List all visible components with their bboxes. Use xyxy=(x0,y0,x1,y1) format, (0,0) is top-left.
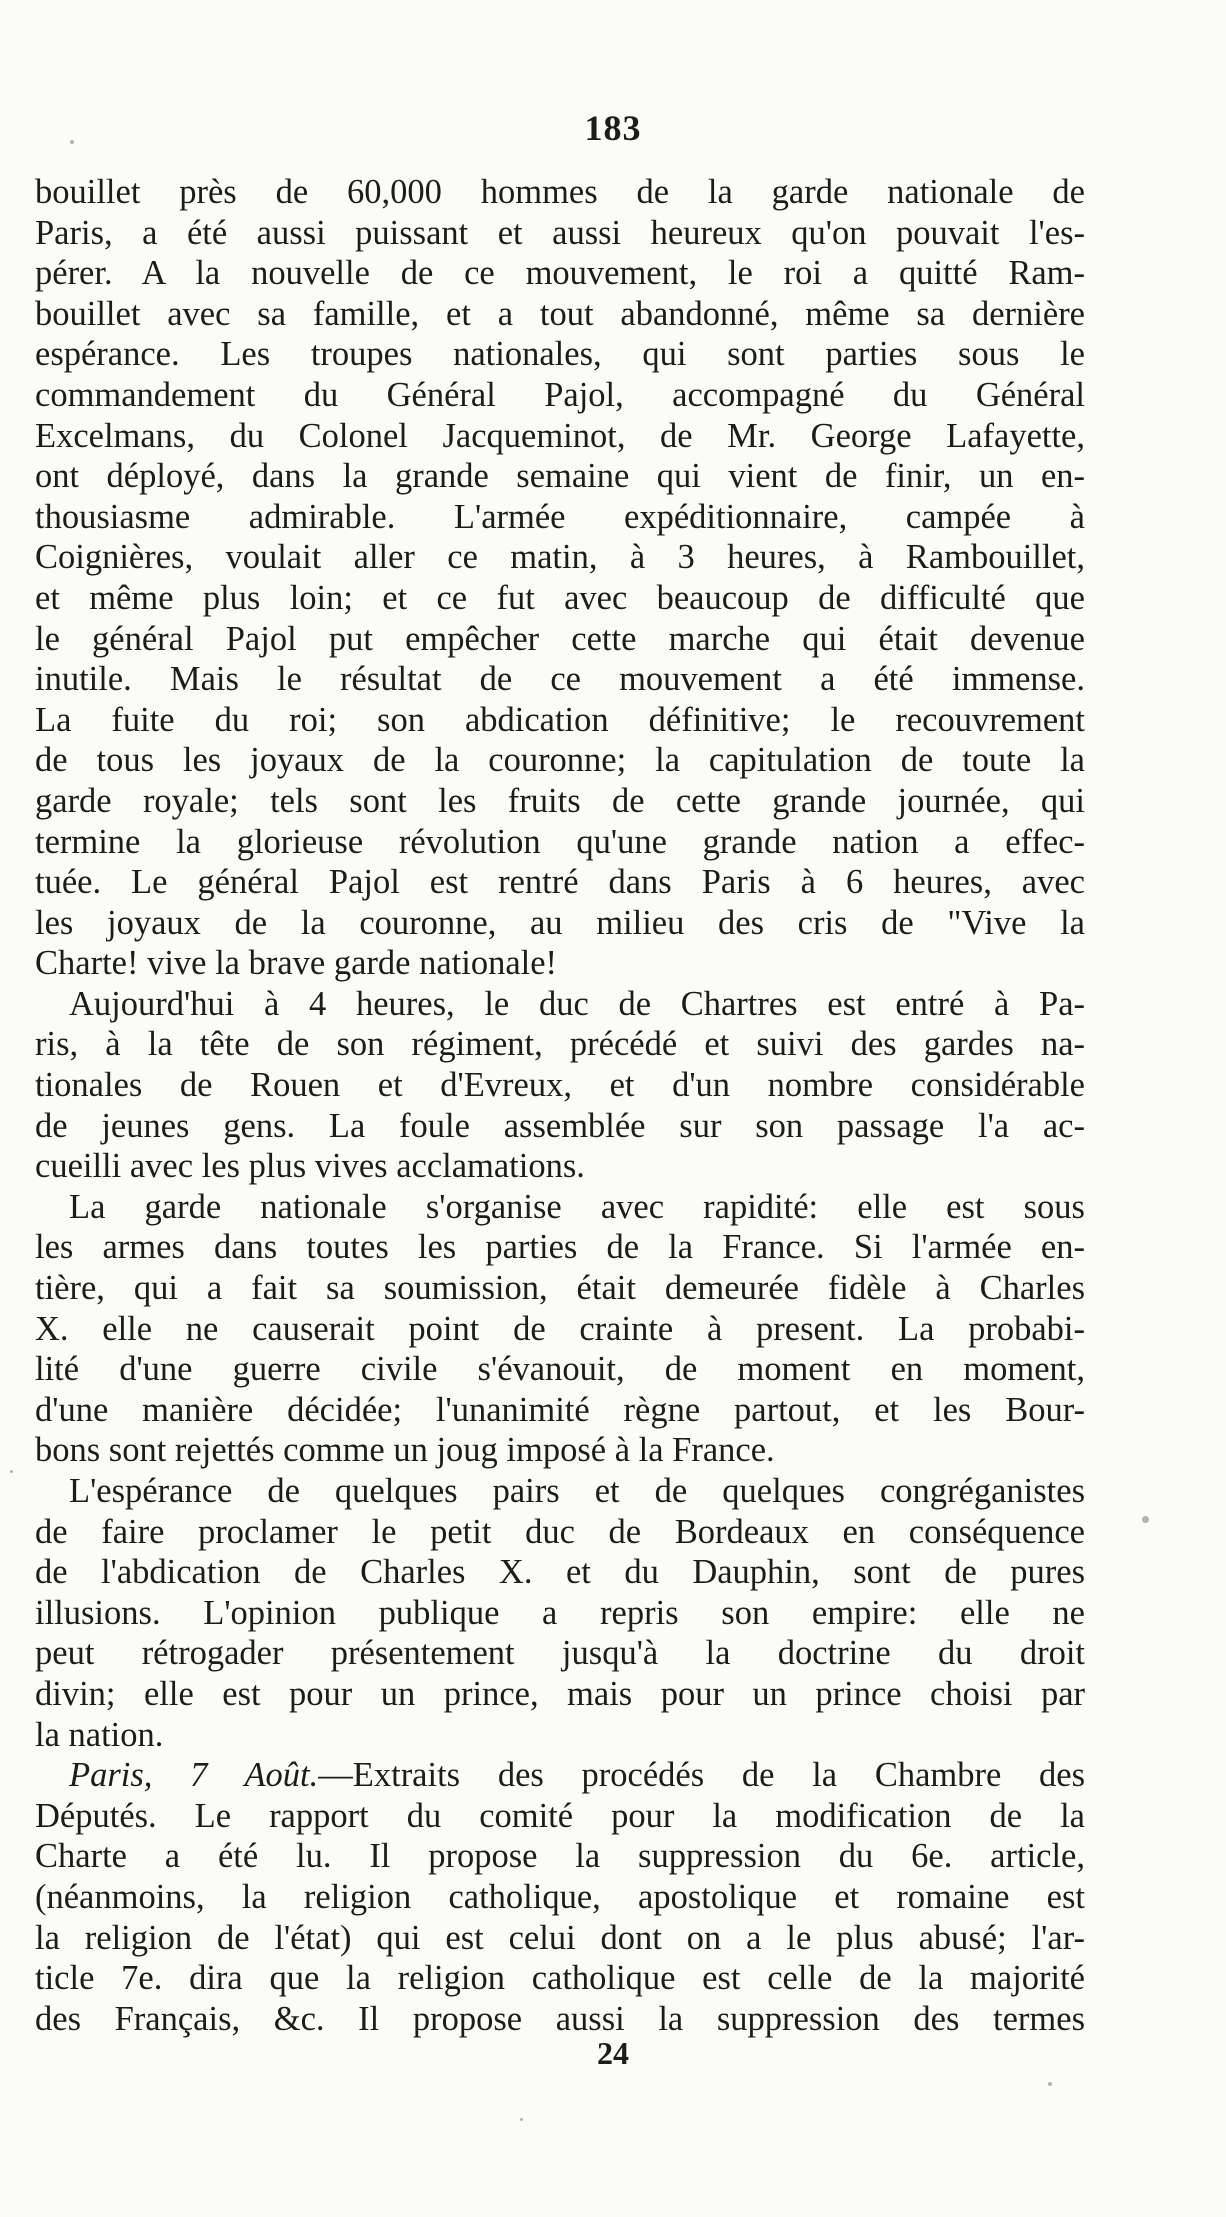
text-line: bouillet près de 60,000 hommes de la garde nationale de xyxy=(35,173,1085,211)
text-line: commandement du Général Pajol, accompagné du Général xyxy=(35,375,1085,414)
text-line: la religion de l'état) qui est celui dont on a le plus abusé; l'ar- xyxy=(35,1918,1085,1957)
text-line: garde royale; tels sont les fruits de cette grande journée, qui xyxy=(35,781,1085,820)
page-number: 183 xyxy=(584,108,642,148)
paper-speck xyxy=(1048,2082,1052,2086)
text-line: Excelmans, du Colonel Jacqueminot, de Mr. George Lafayette, xyxy=(35,416,1085,455)
text-line: le général Pajol put empêcher cette marche qui était devenue xyxy=(35,619,1085,658)
text-line: Paris, a été aussi puissant et aussi heureux qu'on pouvait l'es- xyxy=(35,213,1085,252)
paragraph-start: Aujourd'hui à 4 heures, le duc de Chartres est entré à Pa- xyxy=(69,984,1085,1023)
text-line: inutile. Mais le résultat de ce mouvement a été immense. xyxy=(35,660,1085,699)
text-line: cueilli avec les plus vives acclamations. xyxy=(35,1147,585,1186)
text-line: illusions. L'opinion publique a repris son empire: elle ne xyxy=(35,1593,1085,1632)
text-line: de tous les joyaux de la couronne; la capitulation de toute la xyxy=(35,741,1085,780)
dateline-paragraph xyxy=(35,1755,1085,1796)
text-line: des Français, &c. Il propose aussi la suppression des termes xyxy=(35,1999,1085,2038)
text-line: ont déployé, dans la grande semaine qui vient de finir, un en- xyxy=(35,457,1085,496)
text-line: Charte a été lu. Il propose la suppression du 6e. article, xyxy=(35,1837,1085,1876)
text-line: les joyaux de la couronne, au milieu des cris de "Vive la xyxy=(35,903,1085,942)
text-line: bouillet avec sa famille, et a tout abandonné, même sa dernière xyxy=(35,294,1085,333)
text-line: Députés. Le rapport du comité pour la modification de la xyxy=(35,1796,1085,1835)
text-line: la nation. xyxy=(35,1715,164,1754)
text-line: de jeunes gens. La foule assemblée sur son passage l'a ac- xyxy=(35,1106,1085,1145)
text-line: tuée. Le général Pajol est rentré dans Paris à 6 heures, avec xyxy=(35,863,1085,902)
text-line: les armes dans toutes les parties de la France. Si l'armée en- xyxy=(35,1228,1085,1267)
dateline-place-date: Paris, 7 Août. xyxy=(69,1756,319,1795)
text-line: de faire proclamer le petit duc de Bordeaux en conséquence xyxy=(35,1512,1085,1551)
text-line: tière, qui a fait sa soumission, était demeurée fidèle à Charles xyxy=(35,1269,1085,1308)
paper-speck xyxy=(70,140,74,144)
text-line: lité d'une guerre civile s'évanouit, de moment en moment, xyxy=(35,1350,1085,1389)
text-line: Charte! vive la brave garde nationale! xyxy=(35,944,558,983)
paper-speck xyxy=(1142,1516,1149,1523)
dateline-text: —Extraits des procédés de la Chambre des xyxy=(318,1756,1085,1795)
text-line: peut rétrogader présentement jusqu'à la doctrine du droit xyxy=(35,1634,1085,1673)
text-line: bons sont rejettés comme un joug imposé à la France. xyxy=(35,1431,775,1470)
text-line: d'une manière décidée; l'unanimité règne partout, et les Bour- xyxy=(35,1390,1085,1429)
text-line: Coignières, voulait aller ce matin, à 3 heures, à Rambouillet, xyxy=(35,538,1085,577)
text-line: X. elle ne causerait point de crainte à present. La probabi- xyxy=(35,1309,1085,1348)
text-line: tionales de Rouen et d'Evreux, et d'un nombre considérable xyxy=(35,1066,1085,1105)
text-line: de l'abdication de Charles X. et du Dauphin, sont de pures xyxy=(35,1553,1085,1592)
paragraph-start: L'espérance de quelques pairs et de quelques congréganistes xyxy=(69,1472,1085,1510)
text-line: ticle 7e. dira que la religion catholique est celle de la majorité xyxy=(35,1959,1085,1998)
paper-speck xyxy=(520,2118,523,2121)
signature-mark: 24 xyxy=(597,2035,629,2071)
text-line: ris, à la tête de son régiment, précédé et suivi des gardes na- xyxy=(35,1025,1085,1064)
text-line: espérance. Les troupes nationales, qui sont parties sous le xyxy=(35,335,1085,374)
paper-speck xyxy=(10,1470,13,1473)
text-line: thousiasme admirable. L'armée expéditionnaire, campée à xyxy=(35,497,1085,536)
text-line: La fuite du roi; son abdication définitive; le recouvrement xyxy=(35,700,1085,739)
text-line: et même plus loin; et ce fut avec beaucoup de difficulté que xyxy=(35,578,1085,617)
body-text xyxy=(35,172,1085,2039)
text-line: divin; elle est pour un prince, mais pour un prince choisi par xyxy=(35,1674,1085,1713)
text-line: (néanmoins, la religion catholique, apostolique et romaine est xyxy=(35,1877,1085,1916)
text-line: pérer. A la nouvelle de ce mouvement, le roi a quitté Ram- xyxy=(35,254,1085,293)
paragraph-start: La garde nationale s'organise avec rapidité: elle est sous xyxy=(69,1187,1085,1226)
text-line: termine la glorieuse révolution qu'une grande nation a effec- xyxy=(35,822,1085,861)
